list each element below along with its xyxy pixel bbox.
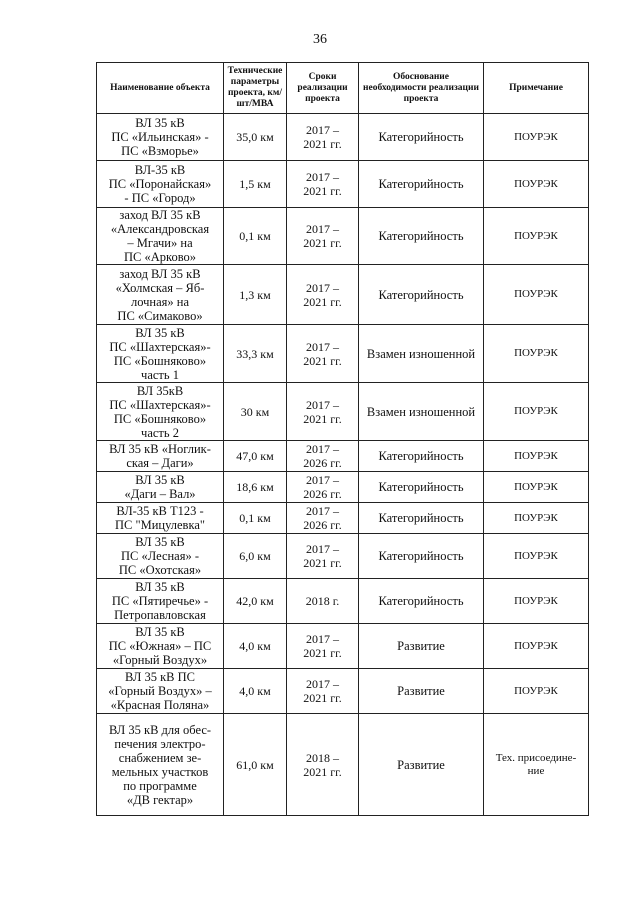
cell-object: ВЛ 35 кВ «Ноглик- ская – Даги» xyxy=(97,441,224,472)
table-row xyxy=(97,503,589,534)
cell-note: Тех. присоедине- ние xyxy=(484,714,589,816)
cell-note: ПОУРЭК xyxy=(484,669,589,714)
table-row xyxy=(97,325,589,383)
cell-note: ПОУРЭК xyxy=(484,208,589,265)
table-body xyxy=(97,114,589,816)
cell-justification: Взамен изношенной xyxy=(359,325,484,383)
cell-note: ПОУРЭК xyxy=(484,441,589,472)
cell-justification: Развитие xyxy=(359,714,484,816)
cell-object: ВЛ 35 кВ для обес- печения электро- снабжением зе- мельных участков по программе «ДВ гектар» xyxy=(97,714,224,816)
cell-object: заход ВЛ 35 кВ «Александровская – Мгачи» на ПС «Арково» xyxy=(97,208,224,265)
cell-params: 33,3 км xyxy=(224,325,287,383)
table-row xyxy=(97,472,589,503)
cell-note: ПОУРЭК xyxy=(484,579,589,624)
cell-period: 2018 – 2021 гг. xyxy=(287,714,359,816)
cell-params: 6,0 км xyxy=(224,534,287,579)
table-row xyxy=(97,161,589,208)
cell-justification: Категорийность xyxy=(359,265,484,325)
cell-period: 2017 – 2021 гг. xyxy=(287,669,359,714)
cell-object: заход ВЛ 35 кВ «Холмская – Яб- лочная» на ПС «Симаково» xyxy=(97,265,224,325)
cell-object: ВЛ 35 кВ ПС «Пятиречье» - Петропавловская xyxy=(97,579,224,624)
cell-params: 18,6 км xyxy=(224,472,287,503)
cell-object: ВЛ-35 кВ ПС «Поронайская» - ПС «Город» xyxy=(97,161,224,208)
cell-period: 2017 – 2026 гг. xyxy=(287,503,359,534)
projects-table xyxy=(96,62,589,816)
cell-period: 2017 – 2021 гг. xyxy=(287,208,359,265)
cell-object: ВЛ 35 кВ ПС «Ильинская» - ПС «Взморье» xyxy=(97,114,224,161)
cell-period: 2018 г. xyxy=(287,579,359,624)
header-note: Примечание xyxy=(484,63,589,114)
cell-params: 1,3 км xyxy=(224,265,287,325)
header-params: Технические параметры проекта, км/шт/МВА xyxy=(224,63,287,114)
cell-justification: Развитие xyxy=(359,669,484,714)
cell-justification: Категорийность xyxy=(359,534,484,579)
header-justification: Обоснование необходимости реализации проекта xyxy=(359,63,484,114)
cell-object: ВЛ 35 кВ ПС «Южная» – ПС «Горный Воздух» xyxy=(97,624,224,669)
table-row xyxy=(97,383,589,441)
cell-note: ПОУРЭК xyxy=(484,265,589,325)
cell-period: 2017 – 2021 гг. xyxy=(287,114,359,161)
cell-note: ПОУРЭК xyxy=(484,472,589,503)
cell-note: ПОУРЭК xyxy=(484,534,589,579)
cell-params: 4,0 км xyxy=(224,624,287,669)
table-header-row xyxy=(97,63,589,114)
cell-justification: Категорийность xyxy=(359,472,484,503)
table-row xyxy=(97,624,589,669)
cell-note: ПОУРЭК xyxy=(484,161,589,208)
cell-params: 42,0 км xyxy=(224,579,287,624)
cell-object: ВЛ 35 кВ ПС «Шахтерская»- ПС «Бошняково» часть 1 xyxy=(97,325,224,383)
cell-justification: Категорийность xyxy=(359,161,484,208)
cell-period: 2017 – 2026 гг. xyxy=(287,472,359,503)
cell-object: ВЛ-35 кВ Т123 - ПС "Мицулевка" xyxy=(97,503,224,534)
header-object: Наименование объекта xyxy=(97,63,224,114)
cell-justification: Категорийность xyxy=(359,579,484,624)
cell-period: 2017 – 2021 гг. xyxy=(287,325,359,383)
cell-justification: Категорийность xyxy=(359,503,484,534)
cell-period: 2017 – 2021 гг. xyxy=(287,265,359,325)
cell-period: 2017 – 2021 гг. xyxy=(287,161,359,208)
page-number: 36 xyxy=(313,32,327,47)
cell-object: ВЛ 35 кВ ПС «Горный Воздух» – «Красная Поляна» xyxy=(97,669,224,714)
table-row xyxy=(97,579,589,624)
table-row xyxy=(97,534,589,579)
cell-params: 47,0 км xyxy=(224,441,287,472)
cell-params: 0,1 км xyxy=(224,208,287,265)
table-row xyxy=(97,114,589,161)
cell-period: 2017 – 2026 гг. xyxy=(287,441,359,472)
cell-note: ПОУРЭК xyxy=(484,325,589,383)
cell-object: ВЛ 35 кВ «Даги – Вал» xyxy=(97,472,224,503)
cell-note: ПОУРЭК xyxy=(484,383,589,441)
table-row xyxy=(97,208,589,265)
cell-params: 30 км xyxy=(224,383,287,441)
cell-params: 1,5 км xyxy=(224,161,287,208)
cell-period: 2017 – 2021 гг. xyxy=(287,534,359,579)
cell-note: ПОУРЭК xyxy=(484,114,589,161)
cell-justification: Развитие xyxy=(359,624,484,669)
cell-params: 35,0 км xyxy=(224,114,287,161)
cell-note: ПОУРЭК xyxy=(484,503,589,534)
cell-justification: Взамен изношенной xyxy=(359,383,484,441)
cell-params: 4,0 км xyxy=(224,669,287,714)
table-row xyxy=(97,714,589,816)
cell-period: 2017 – 2021 гг. xyxy=(287,624,359,669)
cell-params: 61,0 км xyxy=(224,714,287,816)
header-period: Сроки реализации проекта xyxy=(287,63,359,114)
cell-justification: Категорийность xyxy=(359,441,484,472)
table-row xyxy=(97,441,589,472)
cell-object: ВЛ 35кВ ПС «Шахтерская»- ПС «Бошняково» часть 2 xyxy=(97,383,224,441)
table-row xyxy=(97,669,589,714)
cell-justification: Категорийность xyxy=(359,114,484,161)
cell-period: 2017 – 2021 гг. xyxy=(287,383,359,441)
cell-note: ПОУРЭК xyxy=(484,624,589,669)
cell-params: 0,1 км xyxy=(224,503,287,534)
cell-justification: Категорийность xyxy=(359,208,484,265)
cell-object: ВЛ 35 кВ ПС «Лесная» - ПС «Охотская» xyxy=(97,534,224,579)
table-row xyxy=(97,265,589,325)
